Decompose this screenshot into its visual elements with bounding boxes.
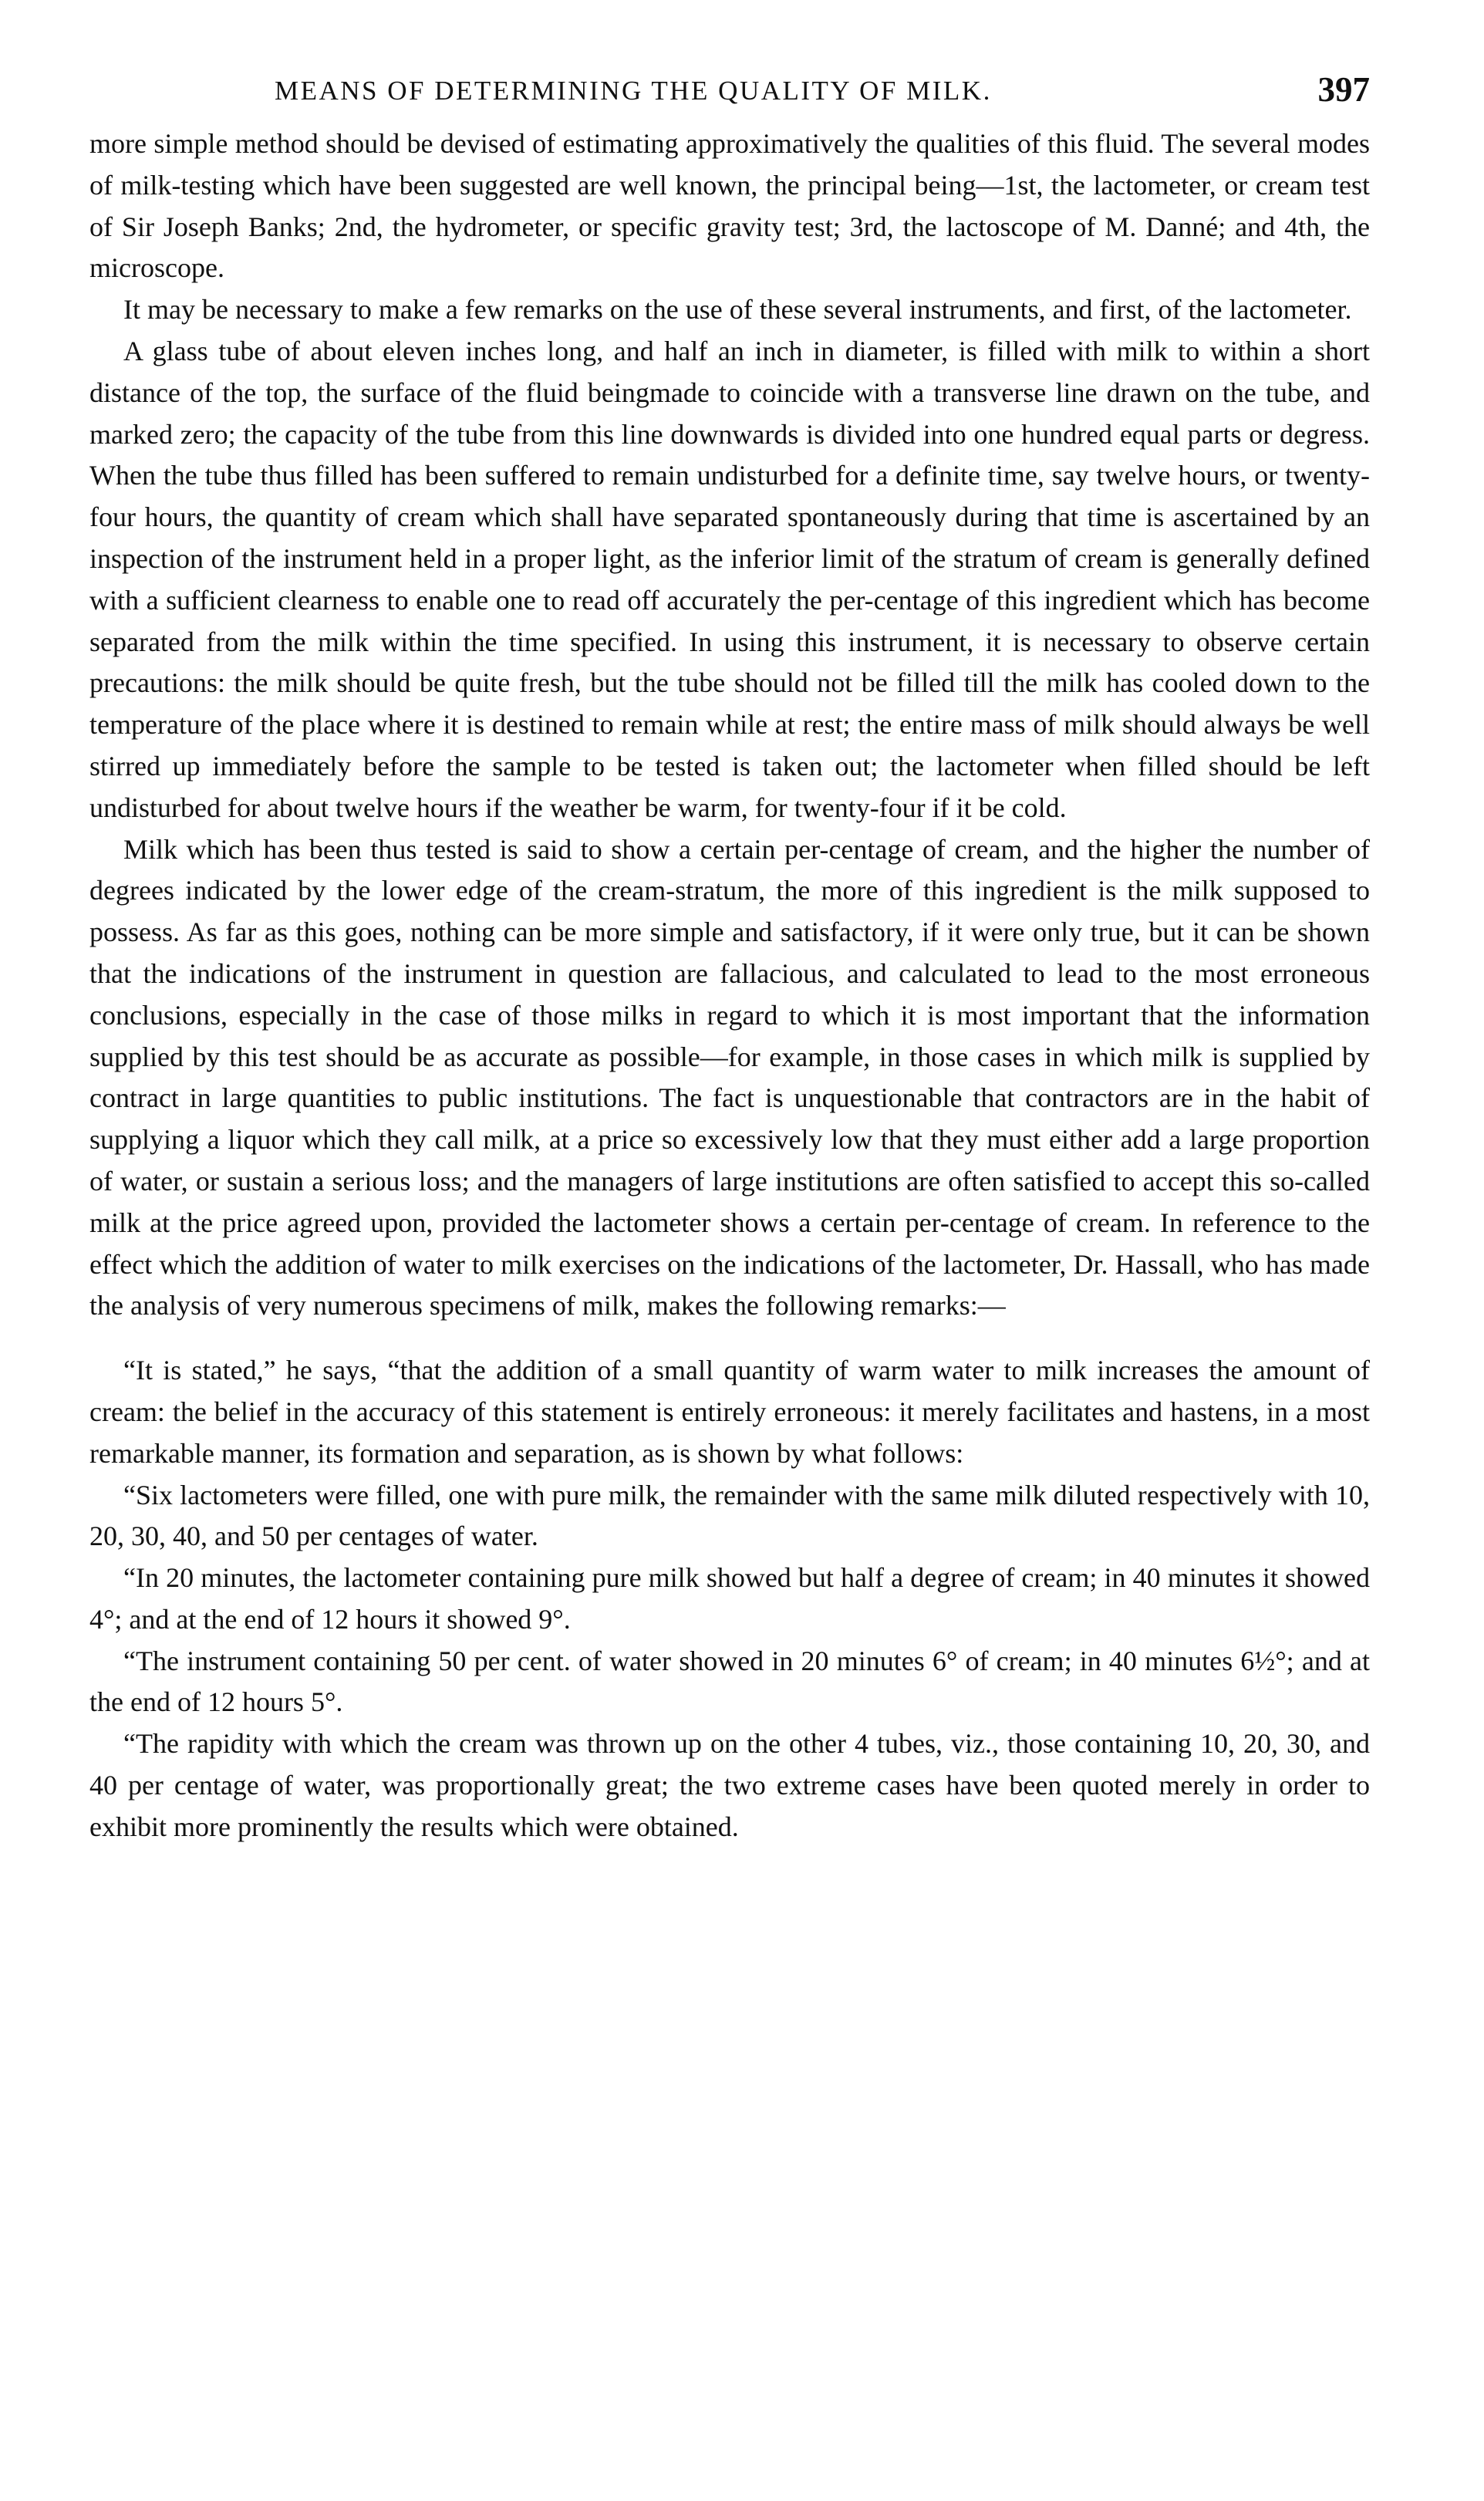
running-head [89, 62, 1370, 116]
quote-paragraph-fifty-percent: “The instrument containing 50 per cent. of water showed in 20 minutes 6° of cream; in 40 minutes 6½°; and at the end of 12 hours 5°. [89, 1645, 1370, 1718]
paragraph-lactometer-fallacy: Milk which has been thus tested is said to show a certain per-centage of cream, and the higher the number of degrees indicated by the lower edge of the cream-stratum, the more of this ingredient is the milk supposed to possess. As far as this goes, nothing can be more simple and satisfactory, if it were only true, but it can be shown that the indications of the instrument in question are fallacious, and calculated to lead to the most erroneous conclusions, especially in the case of those milks in regard to which it is most important that the information supplied by this test should be as accurate as possible—for example, in those cases in which milk is supplied by contract in large quantities to public institutions. The fact is unquestionable that contractors are in the habit of supplying a liquor which they call milk, at a price so excessively low that they must either add a large proportion of water, or sustain a serious loss; and the managers of large institutions are often satisfied to accept this so-called milk at the price agreed upon, provided the lactometer shows a certain per-centage of cream. In reference to the effect which the addition of water to milk exercises on the indications of the lactometer, Dr. Hassall, who has made the analysis of very numerous specimens of milk, makes the following remarks:— [89, 833, 1370, 1321]
page-number: 397 [1317, 70, 1370, 109]
quote-paragraph-rapidity: “The rapidity with which the cream was thrown up on the other 4 tubes, viz., those containing 10, 20, 30, and 40 per centage of water, was proportionally great; the two extreme cases have been quoted merely in order to exhibit more prominently the results which were obtained. [89, 1728, 1370, 1842]
running-title: MEANS OF DETERMINING THE QUALITY OF MILK. [275, 76, 992, 106]
quote-paragraph-six-lactometers: “Six lactometers were filled, one with pure milk, the remainder with the same milk diluted respectively with 10, 20, 30, 40, and 50 per centages of water. [89, 1479, 1370, 1552]
paragraph-instruments: It may be necessary to make a few remarks on the use of these several instruments, and first, of the lactometer. [123, 294, 1352, 326]
book-page [89, 62, 1370, 1848]
paragraph-lactometer-description: A glass tube of about eleven inches long, and half an inch in diameter, is filled with milk to within a short distance of the top, the surface of the fluid beingmade to coincide with a transverse line drawn on the tube, and marked zero; the capacity of the tube from this line downwards is divided into one hundred equal parts or degress. When the tube thus filled has been suffered to remain undisturbed for a definite time, say twelve hours, or twenty-four hours, the quantity of cream which shall have separated spontaneously during that time is ascertained by an inspection of the instrument held in a proper light, as the inferior limit of the stratum of cream is generally defined with a sufficient clearness to enable one to read off accurately the per-centage of this ingredient which has become separated from the milk within the time specified. In using this instrument, it is necessary to observe certain precautions: the milk should be quite fresh, but the tube should not be filled till the milk has cooled down to the temperature of the place where it is destined to remain while at rest; the entire mass of milk should always be well stirred up immediately before the sample to be tested is taken out; the lactometer when filled should be left undisturbed for about twelve hours if the weather be warm, for twenty-four if it be cold. [89, 335, 1370, 823]
quote-paragraph-statement: “It is stated,” he says, “that the addition of a small quantity of warm water to milk increases the amount of cream: the belief in the accuracy of this statement is entirely erroneous: it merely facilitates and hastens, in a most remarkable manner, its formation and separation, as is shown by what follows: [89, 1355, 1370, 1469]
quote-paragraph-pure-milk: “In 20 minutes, the lactometer containing pure milk showed but half a degree of cream; in 40 minutes it showed 4°; and at the end of 12 hours it showed 9°. [89, 1562, 1370, 1635]
hassall-quotation [89, 1350, 1370, 1848]
text-body [89, 123, 1370, 1327]
paragraph-continuation: more simple method should be devised of estimating approximatively the qualities of this fluid. The several modes of milk-testing which have been suggested are well known, the principal being—1st, the lactometer, or cream test of Sir Joseph Banks; 2nd, the hydrometer, or specific gravity test; 3rd, the lactoscope of M. Danné; and 4th, the microscope. [89, 128, 1370, 284]
